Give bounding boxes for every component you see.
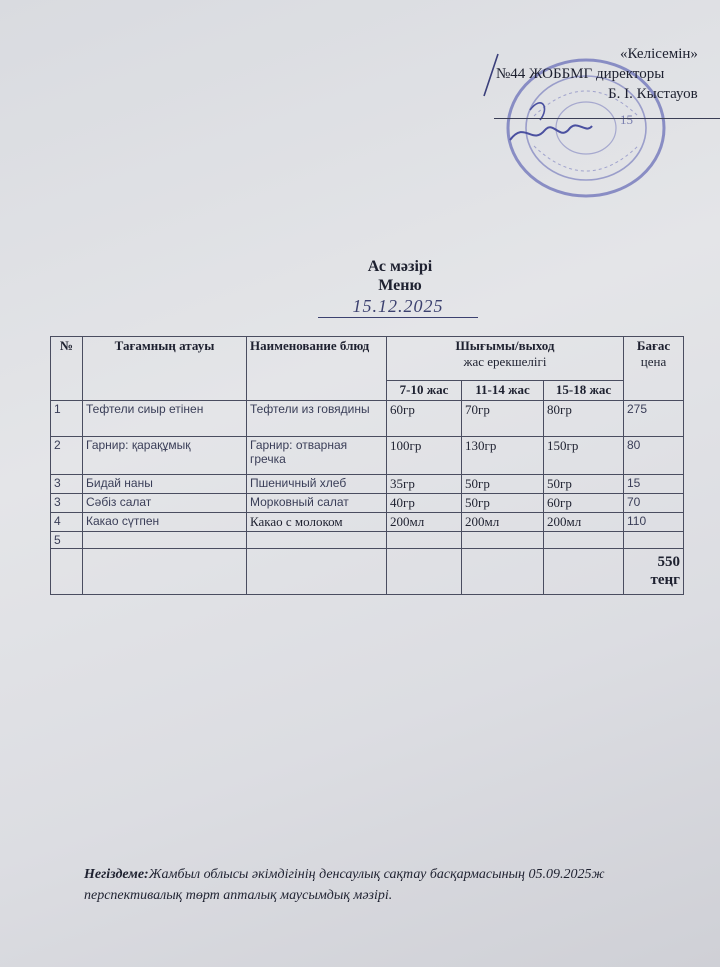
cell-num: 2 <box>51 437 83 475</box>
table-row <box>51 532 684 549</box>
cell-price: 70 <box>624 494 684 513</box>
table-row <box>51 475 684 494</box>
cell-empty <box>462 549 544 595</box>
cell-output-b: 50гр <box>462 494 544 513</box>
footer-line1: Жамбыл облысы әкімдігінің денсаулық сақтау басқармасының 05.09.2025ж <box>148 867 605 882</box>
cell-name-ru: Тефтели из говядины <box>247 401 387 437</box>
cell-output-c: 60гр <box>544 494 624 513</box>
cell-name-kz: Бидай наны <box>83 475 247 494</box>
cell-output-a <box>387 532 462 549</box>
cell-output-a: 40гр <box>387 494 462 513</box>
cell-output-b: 200мл <box>462 513 544 532</box>
cell-name-kz: Тефтели сиыр етінен <box>83 401 247 437</box>
header-age-note: жас ерекшелігі <box>463 354 547 369</box>
cell-output-c: 50гр <box>544 475 624 494</box>
cell-price: 80 <box>624 437 684 475</box>
header-age-group: 11-14 жас <box>462 381 544 401</box>
cell-output-b <box>462 532 544 549</box>
header-age-group: 7-10 жас <box>387 381 462 401</box>
cell-output-a: 35гр <box>387 475 462 494</box>
cell-name-kz <box>83 532 247 549</box>
header-age-group: 15-18 жас <box>544 381 624 401</box>
cell-name-ru <box>247 532 387 549</box>
cell-total <box>624 549 684 595</box>
cell-output-c: 80гр <box>544 401 624 437</box>
cell-empty <box>387 549 462 595</box>
menu-table <box>50 336 684 595</box>
cell-output-a: 200мл <box>387 513 462 532</box>
header-price-ru: цена <box>640 354 667 369</box>
approval-position: №44 ЖОББМГ директоры <box>496 66 665 82</box>
cell-name-kz: Какао сүтпен <box>83 513 247 532</box>
cell-price: 110 <box>624 513 684 532</box>
header-name-ru: Наименование блюд <box>247 337 387 401</box>
title-kz: Ас мәзірі <box>367 258 433 275</box>
total-value: 550 <box>657 554 680 570</box>
cell-output-b: 50гр <box>462 475 544 494</box>
footer-basis <box>84 864 720 906</box>
cell-output-b: 130гр <box>462 437 544 475</box>
cell-price: 275 <box>624 401 684 437</box>
signature-line <box>494 118 720 119</box>
approval-agree: «Келісемін» <box>620 46 698 62</box>
cell-name-ru: Гарнир: отварная гречка <box>247 437 387 475</box>
table-row <box>51 513 684 532</box>
table-row <box>51 401 684 437</box>
cell-num: 5 <box>51 532 83 549</box>
cell-empty <box>544 549 624 595</box>
approval-signed-date: 15 <box>620 112 633 127</box>
cell-output-c: 200мл <box>544 513 624 532</box>
cell-price <box>624 532 684 549</box>
cell-num: 1 <box>51 401 83 437</box>
cell-name-kz: Гарнир: қарақұмық <box>83 437 247 475</box>
menu-date: 15.12.2025 <box>318 296 478 318</box>
cell-empty <box>83 549 247 595</box>
cell-name-ru: Пшеничный хлеб <box>247 475 387 494</box>
cell-name-kz: Сәбіз салат <box>83 494 247 513</box>
cell-empty <box>51 549 83 595</box>
header-price <box>624 337 684 401</box>
footer-line2: перспективалық төрт апталық маусымдық мәзірі. <box>84 888 393 903</box>
header-price-kz: Бағас <box>636 338 671 353</box>
cell-output-a: 100гр <box>387 437 462 475</box>
cell-empty <box>247 549 387 595</box>
cell-output-c: 150гр <box>544 437 624 475</box>
cell-output-b: 70гр <box>462 401 544 437</box>
table-row <box>51 494 684 513</box>
cell-num: 3 <box>51 494 83 513</box>
header-output-label: Шығымы/выход <box>455 338 555 353</box>
cell-name-ru: Какао с молоком <box>247 513 387 532</box>
header-num: № <box>51 337 83 401</box>
cell-output-a: 60гр <box>387 401 462 437</box>
cell-price: 15 <box>624 475 684 494</box>
cell-num: 3 <box>51 475 83 494</box>
total-unit: теңг <box>650 572 680 588</box>
cell-output-c <box>544 532 624 549</box>
total-row <box>51 549 684 595</box>
cell-num: 4 <box>51 513 83 532</box>
cell-name-ru: Морковный салат <box>247 494 387 513</box>
approval-name: Б. І. Кыстауов <box>608 86 698 102</box>
footer-label: Негіздеме: <box>84 867 149 882</box>
table-row <box>51 437 684 475</box>
title-ru: Меню <box>378 277 422 294</box>
header-output <box>387 337 624 381</box>
header-name-kz: Тағамның атауы <box>83 337 247 401</box>
